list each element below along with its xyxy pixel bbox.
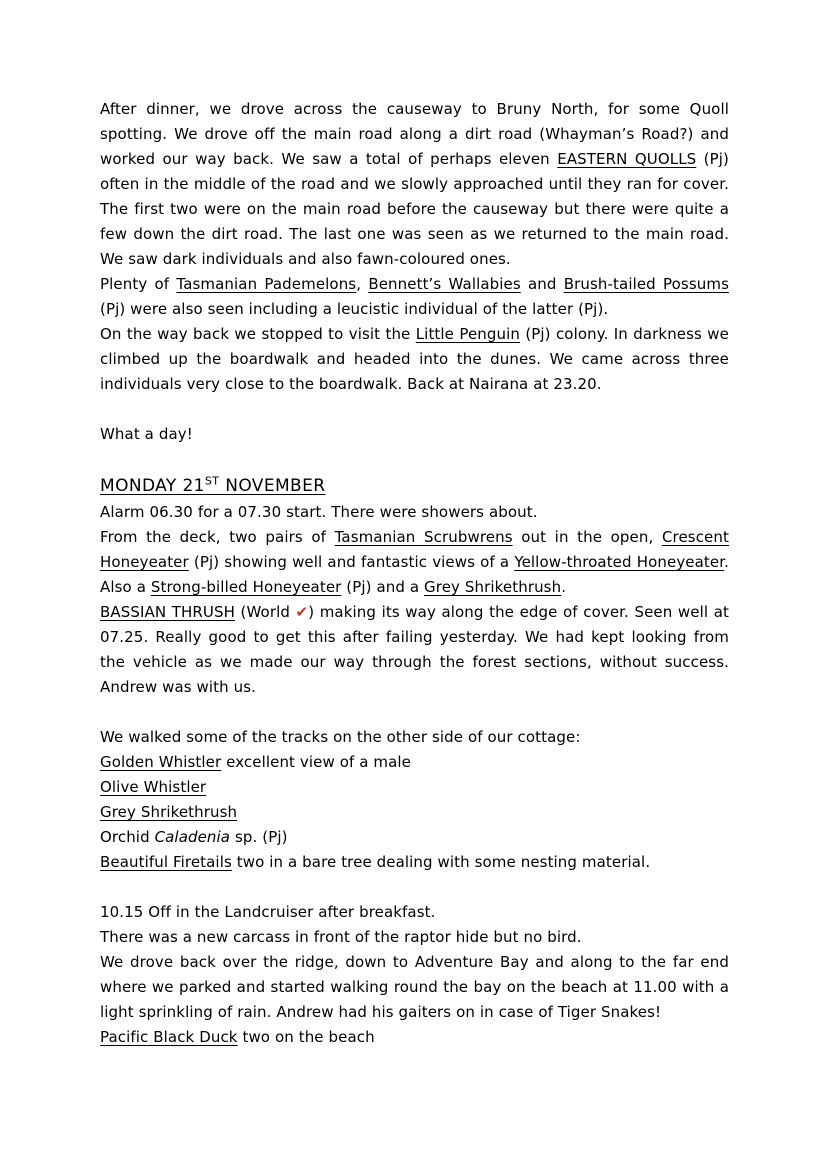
paragraph	[100, 900, 729, 925]
text-run: Alarm 06.30 for a 07.30 start. There were showers about.	[100, 503, 538, 521]
paragraph	[100, 322, 729, 397]
text-run: (Pj) showing well and fantastic views of a	[188, 553, 515, 571]
blank-line	[100, 875, 729, 900]
scientific-name: Caladenia	[154, 828, 231, 846]
paragraph	[100, 1025, 729, 1050]
paragraph	[100, 800, 729, 825]
text-run: From the deck, two pairs of	[100, 528, 335, 546]
text-run: We drove back over the ridge, down to Adventure Bay and along to the far end where we parked and started walking round the bay on the beach at 11.00 with a light sprinkling of rain. Andrew had his gaiters on in case of Tiger Snakes!	[100, 953, 729, 1021]
text-run: After dinner, we drove across the causeway to Bruny North, for some Quoll spotting. We drove off the main road along a dirt road (Whayman’s Road?) and worked our way back. We saw a total of perhaps eleven	[100, 100, 729, 168]
text-run: ) making its way along the edge of cover. Seen well at 07.25. Really good to get this after failing yesterday. We had kept looking from the vehicle as we made our way through the forest sections, without success. Andrew was with us.	[100, 603, 729, 696]
text-run: out in the open,	[512, 528, 662, 546]
checkmark-icon: ✔	[295, 603, 309, 621]
document-content	[100, 97, 729, 1050]
text-run: What a day!	[100, 425, 193, 443]
paragraph	[100, 850, 729, 875]
text-run: sp. (Pj)	[230, 828, 288, 846]
text-run: (Pj) colony. In darkness we climbed up the boardwalk and headed into the dunes. We came across three individuals very close to the boardwalk. Back at Nairana at 23.20.	[100, 325, 729, 393]
text-run: We walked some of the tracks on the other side of our cottage:	[100, 728, 581, 746]
text-run: There was a new carcass in front of the raptor hide but no bird.	[100, 928, 582, 946]
paragraph	[100, 925, 729, 950]
species-name: Bennett’s Wallabies	[368, 275, 521, 293]
text-run: (World	[235, 603, 296, 621]
species-name: Grey Shrikethrush	[100, 803, 238, 821]
species-name: Tasmanian Scrubwrens	[334, 528, 513, 546]
text-run: (Pj) and a	[341, 578, 425, 596]
paragraph	[100, 97, 729, 272]
species-name: Grey Shrikethrush	[424, 578, 562, 596]
text-run: ,	[356, 275, 369, 293]
species-name: Beautiful Firetails	[100, 853, 232, 871]
paragraph	[100, 500, 729, 525]
text-run: Plenty of	[100, 275, 177, 293]
blank-line	[100, 700, 729, 725]
text-run: Orchid	[100, 828, 155, 846]
paragraph	[100, 422, 729, 447]
paragraph	[100, 725, 729, 750]
species-name: Golden Whistler	[100, 753, 222, 771]
species-name: Strong-billed Honeyeater	[150, 578, 342, 596]
blank-line	[100, 447, 729, 472]
paragraph	[100, 600, 729, 700]
text-run: 10.15 Off in the Landcruiser after breakfast.	[100, 903, 436, 921]
species-name: Brush-tailed Possums	[563, 275, 729, 293]
species-name: Little Penguin	[415, 325, 520, 343]
species-name: BASSIAN THRUSH	[100, 603, 235, 621]
section-heading	[100, 472, 729, 500]
species-name: EASTERN QUOLLS	[557, 150, 697, 168]
paragraph	[100, 750, 729, 775]
paragraph	[100, 950, 729, 1025]
paragraph	[100, 775, 729, 800]
text-run: NOVEMBER	[219, 476, 326, 496]
blank-line	[100, 397, 729, 422]
text-run: (Pj) often in the middle of the road and we slowly approached until they ran for cover. The first two were on the main road before the causeway but there were quite a few down the dirt road. The last one was seen as we returned to the main road. We saw dark individuals and also fawn-coloured ones.	[100, 150, 730, 268]
paragraph	[100, 525, 729, 600]
species-name: Pacific Black Duck	[100, 1028, 238, 1046]
species-name: Yellow-throated Honeyeater	[514, 553, 725, 571]
species-name: Olive Whistler	[100, 778, 207, 796]
text-run: . Also a	[100, 553, 729, 596]
text-run: .	[561, 578, 567, 596]
text-run: MONDAY 21	[100, 476, 205, 496]
text-run: two on the beach	[237, 1028, 375, 1046]
text-run: and	[520, 275, 564, 293]
text-run: On the way back we stopped to visit the	[100, 325, 416, 343]
species-name: Tasmanian Pademelons	[176, 275, 357, 293]
species-name: Crescent Honeyeater	[100, 528, 729, 571]
ordinal-superscript: ST	[204, 474, 220, 488]
text-run: two in a bare tree dealing with some nesting material.	[231, 853, 651, 871]
text-run: (Pj) were also seen including a leucistic individual of the latter (Pj).	[100, 300, 609, 318]
text-run: excellent view of a male	[221, 753, 412, 771]
paragraph	[100, 272, 729, 322]
paragraph	[100, 825, 729, 850]
